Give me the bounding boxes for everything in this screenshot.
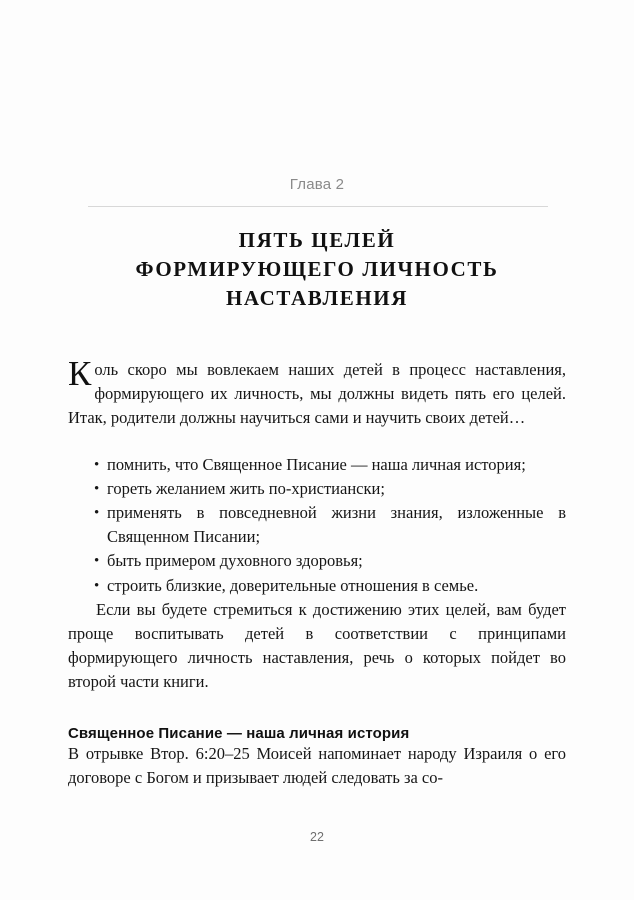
body-column <box>68 354 566 790</box>
section-heading: Священное Писание — наша личная история <box>68 724 410 742</box>
list-item: • помнить, что Священное Писание — наша личная история; <box>68 453 566 477</box>
chapter-label: Глава 2 <box>289 176 345 193</box>
section-body-paragraph: В отрывке Втор. 6:20–25 Моисей напоминает народу Израиля о его договоре с Богом и призывает людей следовать за со- <box>68 743 566 787</box>
list-item: • применять в повседневной жизни знания, изложенные в Священном Писании; <box>68 501 566 549</box>
list-item: • гореть желанием жить по-христиански; <box>68 477 566 501</box>
chapter-divider-rule <box>88 206 548 207</box>
chapter-title-line-2: ФОРМИРУЮЩЕГО ЛИЧНОСТЬ <box>135 257 499 281</box>
goals-list <box>68 453 566 598</box>
chapter-title-line-1: ПЯТЬ ЦЕЛЕЙ <box>238 228 396 252</box>
page-number: 22 <box>310 830 324 844</box>
list-item: • быть примером духовного здоровья; <box>68 549 566 573</box>
post-list-paragraph: Если вы будете стремиться к достижению этих целей, вам будет проще воспитывать детей в соответствии с принципами формирующего личность наставления, речь о которых пойдет во второй части книги. <box>68 599 566 692</box>
chapter-title <box>70 226 564 313</box>
drop-cap: К <box>68 354 92 393</box>
intro-paragraph <box>68 354 566 431</box>
intro-paragraph-text: оль скоро мы вовлекаем наших детей в процесс наставления, формирующего их личность, мы должны видеть пять его целей. Итак, родители должны научиться сами и научить своих детей… <box>68 360 566 428</box>
chapter-title-line-3: НАСТАВЛЕНИЯ <box>225 286 409 310</box>
list-item: • строить близкие, доверительные отношения в семье. <box>68 574 566 598</box>
